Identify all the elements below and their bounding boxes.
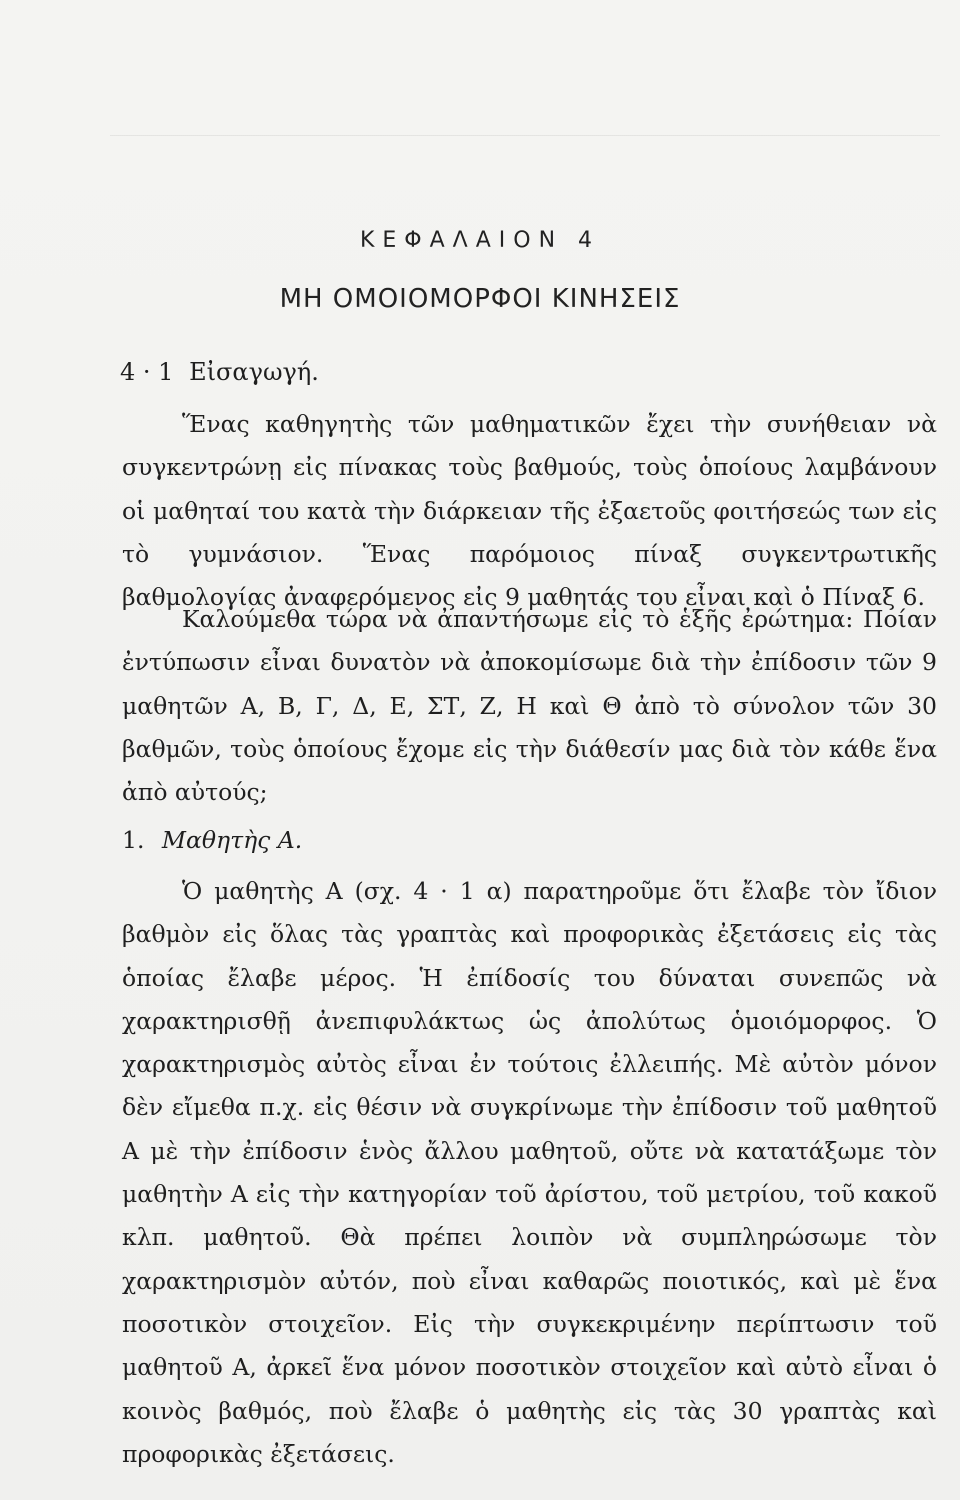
bleed-through-artifact <box>110 95 940 136</box>
paragraph-question: Καλούμεθα τώρα νὰ ἀπαντήσωμε εἰς τὸ ἑξῆς ἐρώτημα: Ποίαν ἐντύπωσιν εἶναι δυνατὸν νὰ ἀποκομίσωμε διὰ τὴν ἐπίδοσιν τῶν 9 μαθητῶν Α, Β, Γ, Δ, Ε, ΣΤ, Ζ, Η καὶ Θ ἀπὸ τὸ σύνολον τῶν 30 βαθμῶν, τοὺς ὁποίους ἔχομε εἰς τὴν διάθεσίν μας διὰ τὸν κάθε ἕνα ἀπὸ αὐτούς; <box>122 605 937 807</box>
chapter-title: ΜΗ ΟΜΟΙΟΜΟΡΦΟΙ ΚΙΝΗΣΕΙΣ <box>279 284 681 314</box>
section-title: Εἰσαγωγή. <box>189 358 319 386</box>
subsection-number: 1. <box>122 826 145 854</box>
paragraph-intro: Ἕνας καθηγητὴς τῶν μαθηματικῶν ἔχει τὴν συνήθειαν νὰ συγκεντρώνῃ εἰς πίνακας τοὺς βαθμούς, τοὺς ὁποίους λαμβάνουν οἱ μαθηταί του κατὰ τὴν διάρκειαν τῆς ἐξαετοῦς φοιτήσεώς των εἰς τὸ γυμνάσιον. Ἕνας παρόμοιος πίναξ συγκεντρωτικῆς βαθμολογίας ἀναφερόμενος εἰς 9 μαθητάς του εἶναι καὶ ὁ Πίναξ 6. <box>122 410 937 612</box>
subsection-heading <box>122 826 302 854</box>
paragraph-student-a: Ὁ μαθητὴς Α (σχ. 4 · 1 α) παρατηροῦμε ὅτι ἔλαβε τὸν ἴδιον βαθμὸν εἰς ὅλας τὰς γραπτὰς καὶ προφορικὰς ἐξετάσεις εἰς τὰς ὁποίας ἔλαβε μέρος. Ἡ ἐπίδοσίς του δύναται συνεπῶς νὰ χαρακτηρισθῇ ἀνεπιφυλάκτως ὡς ἀπολύτως ὁμοιόμορφος. Ὁ χαρακτηρισμὸς αὐτὸς εἶναι ἐν τούτοις ἐλλειπής. Μὲ αὐτὸν μόνον δὲν εἴμεθα π.χ. εἰς θέσιν νὰ συγκρίνωμε τὴν ἐπίδοσιν τοῦ μαθητοῦ Α μὲ τὴν ἐπίδοσιν ἑνὸς ἄλλου μαθητοῦ, οὔτε νὰ κατατάξωμε τὸν μαθητὴν Α εἰς τὴν κατηγορίαν τοῦ ἀρίστου, τοῦ μετρίου, τοῦ κακοῦ κλπ. μαθητοῦ. Θὰ πρέπει λοιπὸν νὰ συμπληρώσωμε τὸν χαρακτηρισμὸν αὐτόν, ποὺ εἶναι καθαρῶς ποιοτικός, καὶ μὲ ἕνα ποσοτικὸν στοιχεῖον. Εἰς τὴν συγκεκριμένην περίπτωσιν τοῦ μαθητοῦ Α, ἀρκεῖ ἕνα μόνον ποσοτικὸν στοιχεῖον καὶ αὐτὸ εἶναι ὁ κοινὸς βαθμός, ποὺ ἔλαβε ὁ μαθητὴς εἰς τὰς 30 γραπτὰς καὶ προφορικὰς ἐξετάσεις. <box>122 877 937 1468</box>
section-heading <box>120 358 319 386</box>
section-number: 4 · 1 <box>120 358 174 386</box>
chapter-label: ΚΕΦΑΛΑΙΟΝ 4 <box>359 228 601 253</box>
subsection-title: Μαθητὴς Α. <box>161 826 303 854</box>
